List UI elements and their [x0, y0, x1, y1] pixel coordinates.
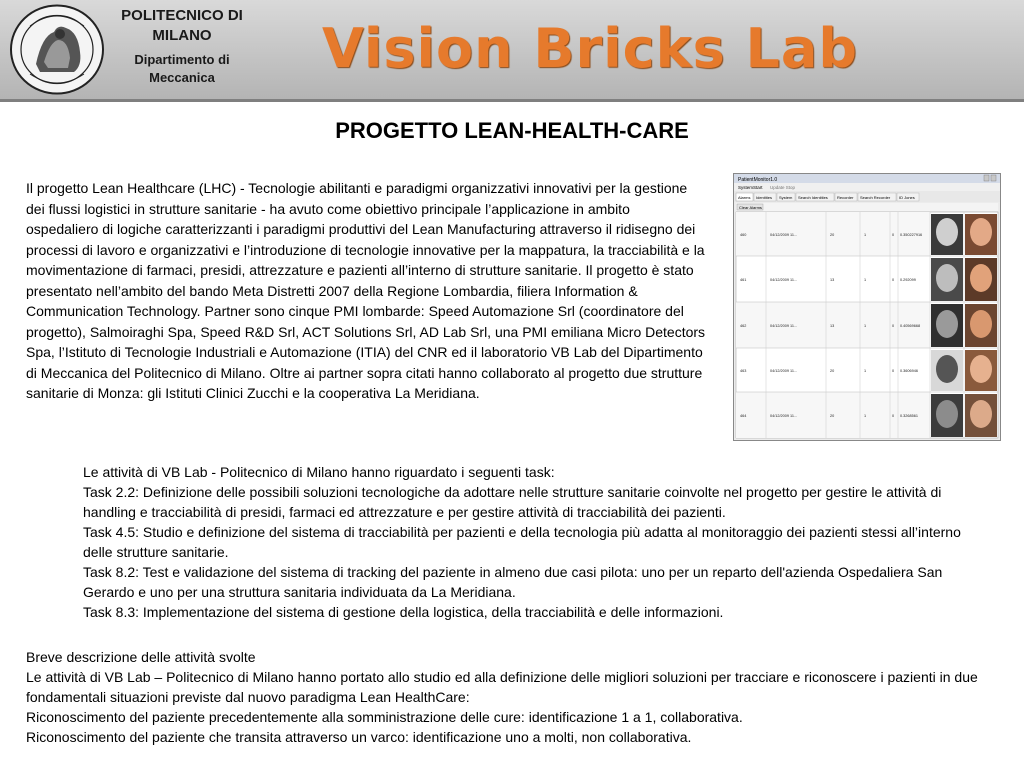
task-4-5: Task 4.5: Studio e definizione del sistema di tracciabilità per pazienti e della tecnologia più adatta al monitoraggio dei pazienti stessi all’interno delle strutture sanitarie. — [83, 524, 961, 560]
task-list — [83, 462, 983, 622]
description-item-2: Riconoscimento del paziente che transita attraverso un varco: identificazione uno a molti, non collaborativa. — [26, 729, 692, 745]
row-2-b: 1 — [864, 278, 867, 282]
row-3-c: 0 — [892, 324, 895, 328]
page-title: PROGETTO LEAN-HEALTH-CARE — [335, 118, 689, 143]
department-line-1: Dipartimento di — [134, 52, 230, 67]
row-2-score: 0.292099 — [900, 278, 916, 282]
row-4-a: 20 — [830, 369, 835, 373]
row-1-c: 0 — [892, 233, 895, 237]
row-2-a: 13 — [830, 278, 835, 282]
task-8-3: Task 8.3: Implementazione del sistema di gestione della logistica, della tracciabilità e delle informazioni. — [83, 604, 724, 620]
row-3-a: 13 — [830, 324, 835, 328]
screenshot-tab-search-recorder: Search Recorder — [860, 195, 891, 200]
row-1-a: 20 — [830, 233, 835, 237]
row-1-id: 460 — [740, 233, 747, 237]
screenshot-tab-system: System — [779, 195, 793, 200]
politecnico-seal-logo — [8, 2, 106, 97]
screenshot-table — [736, 212, 998, 438]
row-4-b: 1 — [864, 369, 867, 373]
lab-title: Vision Bricks Lab — [322, 17, 859, 80]
row-2-date: 04/12/2009 11... — [770, 278, 798, 282]
screenshot-tab-search-identities: Search Identities — [798, 195, 828, 200]
screenshot-canvas — [734, 174, 1000, 440]
row-3-score: 0.40569668 — [900, 324, 921, 328]
screenshot-tab-id-jones: ID Jones — [899, 195, 915, 200]
row-5-score: 0.3268561 — [900, 414, 918, 418]
screenshot-tab-recorder: Recorder — [837, 195, 854, 200]
row-3-id: 462 — [740, 324, 747, 328]
row-5-id: 464 — [740, 414, 747, 418]
screenshot-tab-identities: Identities — [756, 195, 773, 200]
row-4-c: 0 — [892, 369, 895, 373]
row-1-score: 0.350227916 — [900, 233, 923, 237]
screenshot-menu-stop: Update Stop — [770, 185, 796, 190]
task-2-2: Task 2.2: Definizione delle possibili soluzioni tecnologiche da adottare nelle strutture sanitarie coinvolte nel progetto per gestire le attività di handling e tracciabilità di presidi, farmaci ed attrezzature e per gestire attività di tracciabilità dei pazienti. — [83, 484, 942, 520]
row-4-date: 04/12/2009 11... — [770, 369, 798, 373]
screenshot-tab-alarms: Alarms — [738, 195, 751, 200]
row-2-c: 0 — [892, 278, 895, 282]
task-8-2: Task 8.2: Test e validazione del sistema di tracking del paziente in almeno due casi pilota: uno per un reparto dell'azienda Ospedaliera San Gerardo e uno per una struttura sanitaria individuata da La Meridiana. — [83, 564, 943, 600]
header-banner — [0, 0, 1024, 101]
minimize-icon — [984, 175, 989, 181]
institution-line-2: MILANO — [152, 27, 212, 44]
software-screenshot — [733, 173, 1001, 441]
screenshot-window-title: PatientMonitor1.0 — [738, 177, 778, 183]
task-intro: Le attività di VB Lab - Politecnico di Milano hanno riguardato i seguenti task: — [83, 464, 555, 480]
activity-description — [26, 647, 1016, 747]
row-4-score: 0.3606946 — [900, 369, 918, 373]
row-4-id: 463 — [740, 369, 747, 373]
row-3-b: 1 — [864, 324, 867, 328]
row-5-c: 0 — [892, 414, 895, 418]
row-1-date: 04/12/2009 11... — [770, 233, 798, 237]
row-5-date: 04/12/2009 11... — [770, 414, 798, 418]
header-divider — [0, 99, 1024, 102]
close-icon — [991, 175, 996, 181]
institution-line-1: POLITECNICO DI — [121, 7, 243, 24]
description-heading: Breve descrizione delle attività svolte — [26, 649, 256, 665]
row-2-id: 461 — [740, 278, 747, 282]
department-line-2: Meccanica — [149, 70, 215, 85]
institution-name — [112, 6, 252, 87]
intro-paragraph: Il progetto Lean Healthcare (LHC) - Tecnologie abilitanti e paradigmi organizzativi innovativi per la gestione dei flussi logistici in strutture sanitarie - ha avuto come obiettivo principale l’applicazione in ambito ospedaliero di logiche caratterizzanti i paradigmi produttivi del Lean Manufacturing attraverso il ridisegno dei processi di lavoro e organizzativi e l’introduzione di tecnologie innovative per la mappatura, la tracciabilità e la movimentazione di farmaci, presidi, attrezzature e pazienti all’interno di strutture sanitarie. Il progetto è stato presentato nell’ambito del bando Meta Distretti 2007 della Regione Lombardia, filiera Information & Communication Technology. Partner sono cinque PMI lombarde: Speed Automazione Srl (coordinatore del progetto), Salmoiraghi Spa, Speed R&D Srl, ACT Solutions Srl, AD Lab Srl, una PMI emiliana Micro Detectors Spa, l’Istituto di Tecnologie Industriali e Automazione (ITIA) del CNR ed il laboratorio VB Lab del Dipartimento di Meccanica del Politecnico di Milano. Oltre ai partner sopra citati hanno collaborato al progetto due strutture sanitarie di Monza: gli Istituti Clinici Zucchi e la cooperativa La Meridiana. — [26, 180, 706, 401]
description-body: Le attività di VB Lab – Politecnico di Milano hanno portato allo studio ed alla definizione delle migliori soluzioni per tracciare e riconoscere i pazienti in due fondamentali situazioni previste dal nuovo paradigma Lean HealthCare: — [26, 669, 978, 705]
screenshot-clear-alarms: Clear Alarms — [739, 205, 762, 210]
row-1-b: 1 — [864, 233, 867, 237]
description-item-1: Riconoscimento del paziente precedentemente alla somministrazione delle cure: identificazione 1 a 1, collaborativa. — [26, 709, 743, 725]
row-5-b: 1 — [864, 414, 867, 418]
row-3-date: 04/12/2009 11... — [770, 324, 798, 328]
row-5-a: 20 — [830, 414, 835, 418]
screenshot-menu-start: SystemStart — [738, 185, 763, 190]
